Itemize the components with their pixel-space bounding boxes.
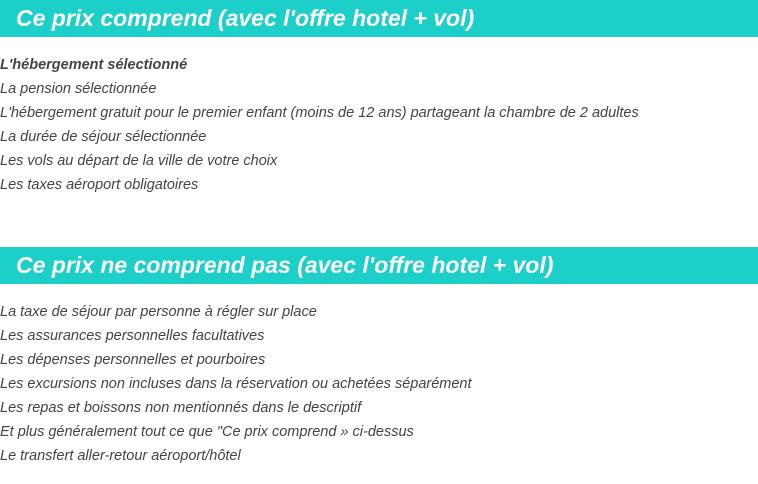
- included-section-title: Ce prix comprend (avec l'offre hotel + vol): [0, 0, 758, 37]
- list-item: Les vols au départ de la ville de votre choix: [0, 153, 278, 169]
- list-item: L'hébergement gratuit pour le premier enfant (moins de 12 ans) partageant la chambre de 2 adultes: [0, 105, 639, 121]
- list-item: La taxe de séjour par personne à régler sur place: [0, 304, 317, 320]
- list-item: Les dépenses personnelles et pourboires: [0, 352, 266, 368]
- list-item: Les taxes aéroport obligatoires: [0, 177, 199, 193]
- excluded-section-title: Ce prix ne comprend pas (avec l'offre hotel + vol): [0, 247, 758, 284]
- list-item: Les repas et boissons non mentionnés dans le descriptif: [0, 400, 362, 416]
- list-item: Et plus généralement tout ce que "Ce prix comprend » ci-dessus: [0, 424, 414, 440]
- list-item: Les excursions non incluses dans la réservation ou achetées séparément: [0, 376, 472, 392]
- list-item: Le transfert aller-retour aéroport/hôtel: [0, 448, 241, 464]
- list-item: Les assurances personnelles facultatives: [0, 328, 265, 344]
- list-item: L'hébergement sélectionné: [0, 57, 188, 73]
- included-items-list: [0, 53, 639, 197]
- excluded-items-list: [0, 300, 472, 468]
- list-item: La pension sélectionnée: [0, 81, 157, 97]
- list-item: La durée de séjour sélectionnée: [0, 129, 207, 145]
